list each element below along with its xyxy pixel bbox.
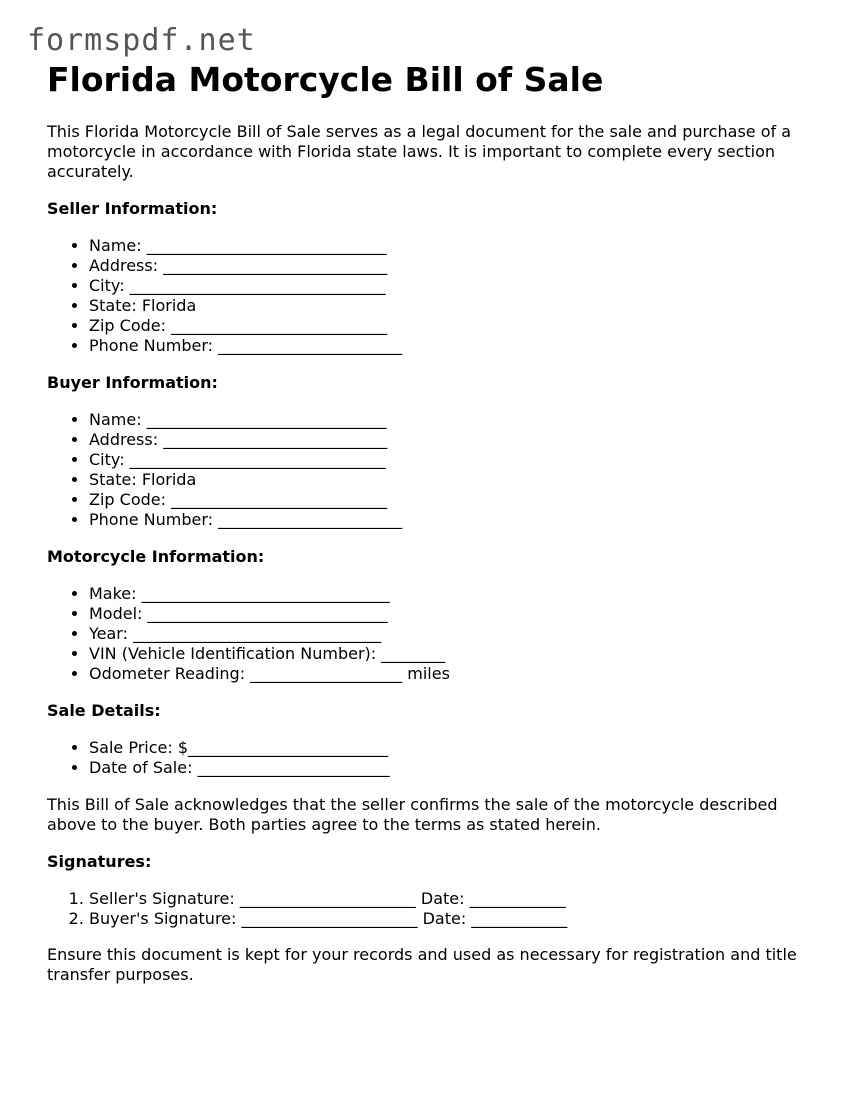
buyer-zip-field: • Zip Code: ___________________________ [89,490,817,510]
seller-signature-field: 1. Seller's Signature: ______________________ Date: ____________ [89,889,817,909]
buyer-phone-field: • Phone Number: _______________________ [89,510,817,530]
motorcycle-make-field: • Make: _______________________________ [89,584,817,604]
watermark: formspdf.net [27,23,256,58]
sale-heading: Sale Details: [47,701,161,720]
seller-zip-field: • Zip Code: ___________________________ [89,316,817,336]
seller-state-field: • State: Florida [89,296,817,316]
motorcycle-vin-field: • VIN (Vehicle Identification Number): ________ [89,644,817,664]
sale-price-field: • Sale Price: $_________________________ [89,738,817,758]
seller-list [47,236,817,356]
buyer-heading: Buyer Information: [47,373,218,392]
buyer-city-field: • City: ________________________________ [89,450,817,470]
sale-list [47,738,817,778]
document [47,58,817,985]
closing-paragraph: Ensure this document is kept for your records and used as necessary for registration and title transfer purposes. [47,945,797,984]
seller-phone-field: • Phone Number: _______________________ [89,336,817,356]
buyer-name-field: • Name: ______________________________ [89,410,817,430]
seller-heading: Seller Information: [47,199,218,218]
motorcycle-odometer-field: • Odometer Reading: ___________________ miles [89,664,817,684]
motorcycle-heading: Motorcycle Information: [47,547,265,566]
sale-date-field: • Date of Sale: ________________________ [89,758,817,778]
intro-paragraph: This Florida Motorcycle Bill of Sale serves as a legal document for the sale and purchase of a motorcycle in accordance with Florida state laws. It is important to complete every section accurately. [47,122,792,181]
motorcycle-list [47,584,817,684]
acknowledgement-paragraph: This Bill of Sale acknowledges that the seller confirms the sale of the motorcycle described above to the buyer. Both parties agree to the terms as stated herein. [47,795,778,834]
seller-city-field: • City: ________________________________ [89,276,817,296]
signatures-heading: Signatures: [47,852,152,871]
buyer-signature-field: 2. Buyer's Signature: ______________________ Date: ____________ [89,909,817,929]
buyer-state-field: • State: Florida [89,470,817,490]
seller-name-field: • Name: ______________________________ [89,236,817,256]
signatures-list [47,889,817,929]
seller-address-field: • Address: ____________________________ [89,256,817,276]
document-title: Florida Motorcycle Bill of Sale [47,60,604,99]
buyer-address-field: • Address: ____________________________ [89,430,817,450]
buyer-list [47,410,817,530]
motorcycle-year-field: • Year: _______________________________ [89,624,817,644]
motorcycle-model-field: • Model: ______________________________ [89,604,817,624]
